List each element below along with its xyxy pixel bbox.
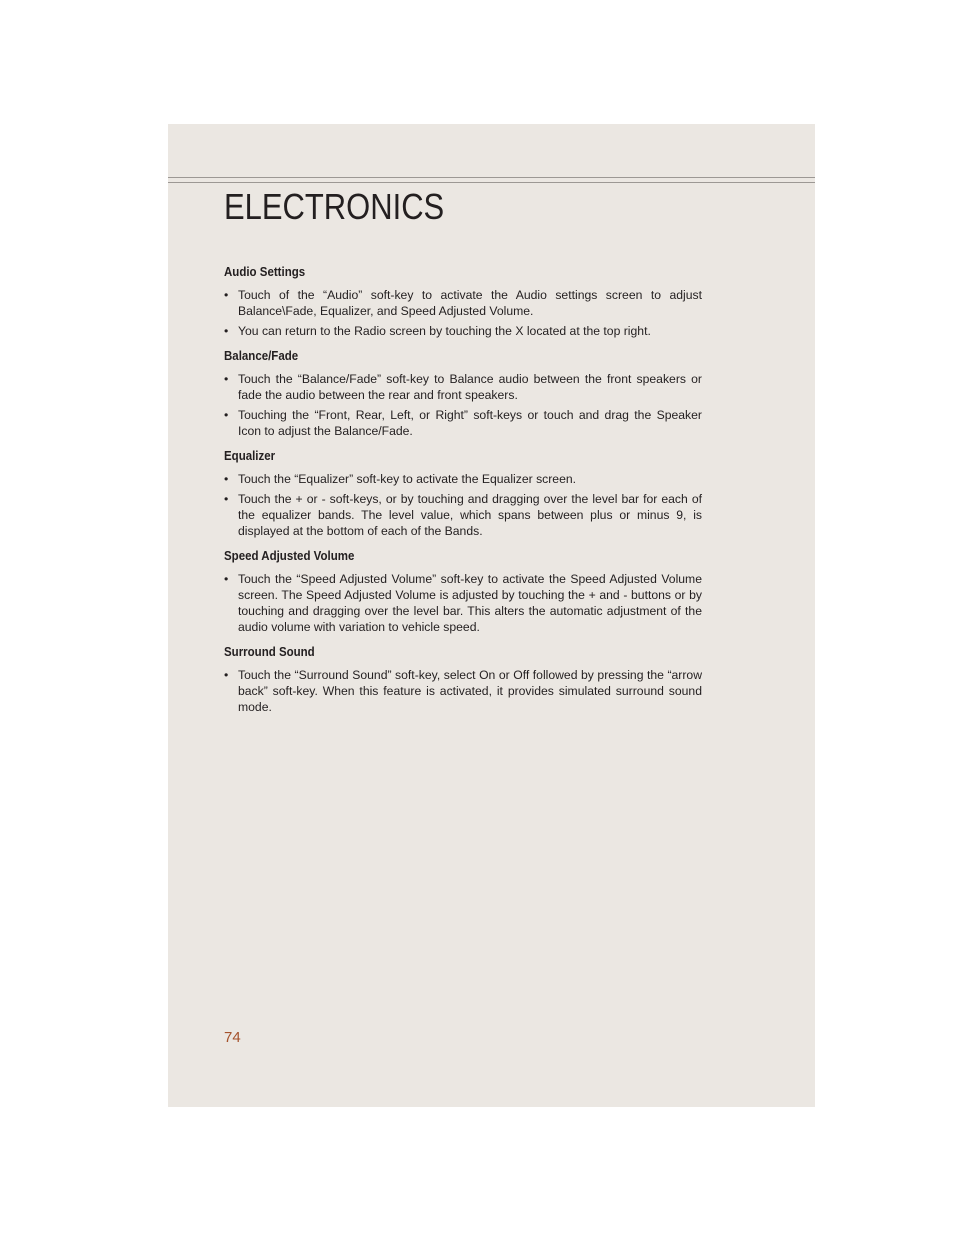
manual-page	[168, 124, 815, 1107]
page-number: 74	[224, 1029, 241, 1046]
header-rule-top	[168, 177, 815, 178]
bullet-list	[224, 371, 702, 439]
list-item-text: Touch the “Equalizer” soft-key to activate the Equalizer screen.	[238, 472, 577, 486]
section-speed-adjusted-volume	[224, 548, 702, 635]
bullet-list	[224, 667, 702, 715]
list-item-text: Touch the + or - soft-keys, or by touching and dragging over the level bar for each of the equalizer bands. The level value, which spans between plus or minus 9, is displayed at the bottom of each of the Bands.	[238, 492, 702, 538]
section-audio-settings	[224, 264, 702, 339]
section-heading: Audio Settings	[224, 265, 306, 279]
list-item: • Touch the “Surround Sound” soft-key, select On or Off followed by pressing the “arrow back” soft-key. When this feature is activated, it provides simulated surround sound mode.	[224, 668, 702, 714]
list-item-text: Touch the “Surround Sound” soft-key, select On or Off followed by pressing the “arrow back” soft-key. When this feature is activated, it provides simulated surround sound mode.	[238, 668, 702, 714]
list-item: • Touch the “Balance/Fade” soft-key to Balance audio between the front speakers or fade the audio between the rear and front speakers.	[224, 372, 702, 402]
section-balance-fade	[224, 348, 702, 439]
list-item-text: Touch of the “Audio” soft-key to activate the Audio settings screen to adjust Balance\Fade, Equalizer, and Speed Adjusted Volume.	[238, 288, 702, 318]
section-heading: Surround Sound	[224, 645, 315, 659]
bullet-list	[224, 571, 702, 635]
list-item: • Touch of the “Audio” soft-key to activate the Audio settings screen to adjust Balance\Fade, Equalizer, and Speed Adjusted Volume.	[224, 288, 702, 318]
bullet-list	[224, 287, 702, 339]
list-item: • Touch the + or - soft-keys, or by touching and dragging over the level bar for each of the equalizer bands. The level value, which spans between plus or minus 9, is displayed at the bottom of each of the Bands.	[224, 492, 702, 538]
list-item: • Touching the “Front, Rear, Left, or Right” soft-keys or touch and drag the Speaker Icon to adjust the Balance/Fade.	[224, 408, 702, 438]
list-item: • You can return to the Radio screen by touching the X located at the top right.	[224, 324, 651, 338]
content-body	[224, 264, 702, 724]
list-item: • Touch the “Speed Adjusted Volume” soft-key to activate the Speed Adjusted Volume screen. The Speed Adjusted Volume is adjusted by touching the + and - buttons or by touching and dragging over the level bar. This alters the automatic adjustment of the audio volume with variation to vehicle speed.	[224, 572, 702, 634]
list-item: • Touch the “Equalizer” soft-key to activate the Equalizer screen.	[224, 472, 577, 486]
section-equalizer	[224, 448, 702, 539]
list-item-text: Touch the “Balance/Fade” soft-key to Balance audio between the front speakers or fade the audio between the rear and front speakers.	[238, 372, 702, 402]
section-heading: Equalizer	[224, 449, 276, 463]
list-item-text: You can return to the Radio screen by touching the X located at the top right.	[238, 324, 651, 338]
bullet-list	[224, 471, 702, 539]
section-heading: Balance/Fade	[224, 349, 299, 363]
section-heading: Speed Adjusted Volume	[224, 549, 355, 563]
page-title: ELECTRONICS	[224, 186, 445, 227]
header-rule-bottom	[168, 182, 815, 183]
list-item-text: Touch the “Speed Adjusted Volume” soft-key to activate the Speed Adjusted Volume screen. The Speed Adjusted Volume is adjusted by touching the + and - buttons or by touching and dragging over the level bar. This alters the automatic adjustment of the audio volume with variation to vehicle speed.	[238, 572, 702, 634]
list-item-text: Touching the “Front, Rear, Left, or Right” soft-keys or touch and drag the Speaker Icon to adjust the Balance/Fade.	[238, 408, 702, 438]
section-surround-sound	[224, 644, 702, 715]
